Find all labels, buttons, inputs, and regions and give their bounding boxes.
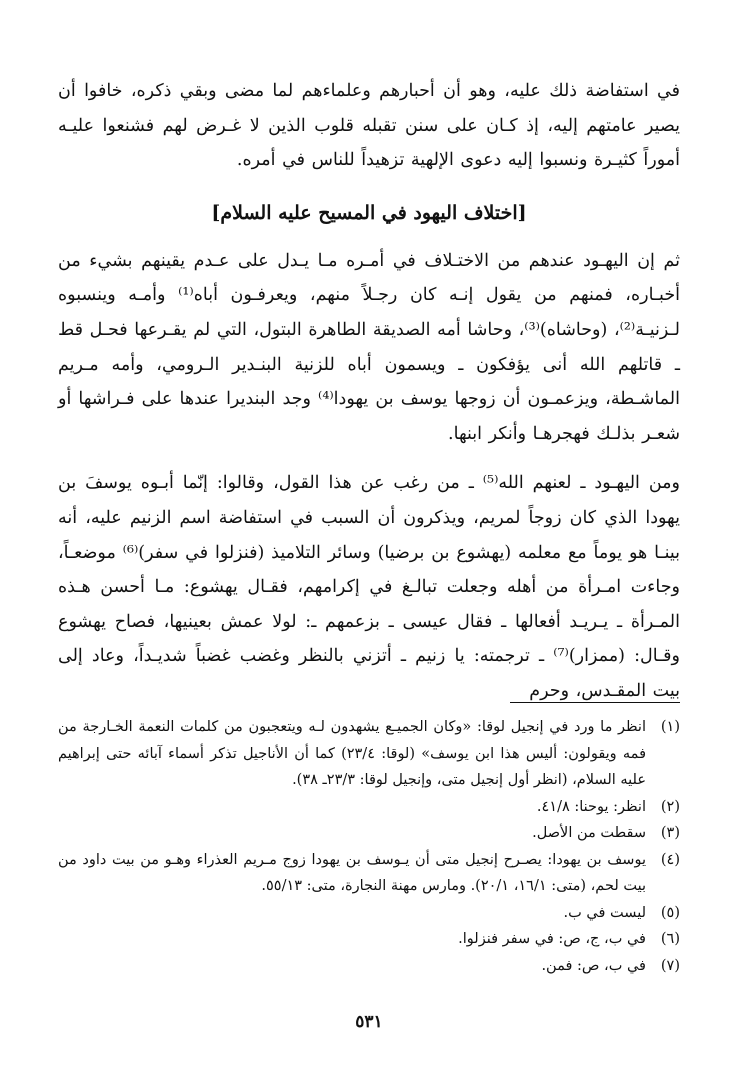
footnote-1 [58,714,680,794]
footnote-number: (٢) [660,798,680,815]
book-page [58,74,680,1077]
footnote-number: (٥) [660,904,680,921]
footnote-7 [58,953,680,980]
footnote-number: (٦) [660,931,680,947]
footnote-number: (٧) [660,957,680,974]
body-paragraph-3: ومن اليهـود ـ لعنهم الله⁽⁵⁾ ـ من رغب عن هذا القول، وقالوا: إنّما أبـوه يوسفَ بن يهودا الذي كان زوجاً لمريم، ويذكرون أن السبب في استفاضة اسم الزنيم عليه، أنه بينـا هو يوماً مع معلمه (يهشوع بن برضيا) وسائر التلاميذ (فنزلوا في سفر)⁽⁶⁾ موضعـاً، وجاءت امـرأة من أهله وجعلت تبالـغ في إكرامهم، فقـال يهشوع: مـا أحسن هـذه المـرأة ـ يـريـد أفعالها ـ فقال عيسى ـ بزعمهم ـ: لولا عمش بعينيها، فصاح يهشوع وقـال: (ممزار)⁽⁷⁾ ـ ترجمته: يا زنيم ـ أتزني بالنظر وغضب غضباً شديـداً، وعاد إلى بيت المقـدس، وحرم [58,473,681,701]
footnote-text: انظر: يوحنا: ٤١/٨. [536,798,646,815]
footnotes-list [58,714,680,979]
section-heading: [اختلاف اليهود في المسيح عليه السلام] [211,201,527,224]
body-paragraph-1: في استفاضة ذلك عليه، وهو أن أحبارهم وعلماءهم لما مضى وبقي ذكره، خافوا أن يصير عامتهم إليه، إذ كـان على سنن تقبله قلوب الذين لا غـرض لهم فشنعوا عليـه أموراً كثيـرة ونسبوا إليه دعوى الإلهية تزهيداً للناس في أمره. [58,81,680,171]
footnote-4 [58,847,680,900]
footnote-6 [58,926,680,953]
footnote-text: يوسف بن يهودا: يصـرح إنجيل متى أن يـوسف بن يهودا زوج مـريم العذراء وهـو من بيت داود من بيت لحم، (متى: ١٦/١، ٢٠/١). ومارس مهنة النجارة، متى: ٥٥/١٣. [58,851,646,894]
footnote-2 [58,794,680,821]
footnote-text: في ب، ج، ص: في سفر فنزلوا. [458,931,646,947]
footnote-text: في ب، ص: فمن. [541,957,646,974]
footnote-text: ليست في ب. [563,904,646,921]
footnote-number: (٤) [660,851,680,868]
footnote-separator [510,702,680,703]
page-number: ٥٣١ [355,1012,383,1032]
footnote-number: (٣) [660,825,680,841]
footnote-number: (١) [660,719,680,735]
footnote-3 [58,820,680,847]
footnote-5 [58,900,680,927]
footnote-text: سقطت من الأصل. [532,825,646,841]
body-paragraph-2: ثم إن اليهـود عندهم من الاختـلاف في أمـره مـا يـدل على عـدم يقينهم بشيء من أخبـاره، فمنهم من يقول إنـه كان رجـلاً منهم، ويعرفـون أباه⁽¹⁾ وأمـه وينسبوه لـزنيـة⁽²⁾، (وحاشاه)⁽³⁾، وحاشا أمه الصديقة الطاهرة البتول، التي لم يقـرعها فحـل قط ـ قاتلهم الله أنى يؤفكون ـ ويسمون أباه للزنية البنـدير الـرومي، وأمه مـريم الماشـطة، ويزعمـون أن زوجها يوسف بن يهودا⁽⁴⁾ وجد البنديرا عندها على فـراشها أو شعـر بذلـك فهجرهـا وأنكر ابنها. [58,250,680,444]
footnote-text: انظر ما ورد في إنجيل لوقا: «وكان الجميـع يشهدون لـه ويتعجبون من كلمات النعمة الخـارجة من فمه ويقولون: أليس هذا ابن يوسف» (لوقا: ٢٣/٤) كما أن الأناجيل تذكر أسماء آبائه حتى إبراهيم عليه السلام، (انظر أول إنجيل متى، وإنجيل لوقا: ٢٣/٣ـ ٣٨). [58,719,646,788]
